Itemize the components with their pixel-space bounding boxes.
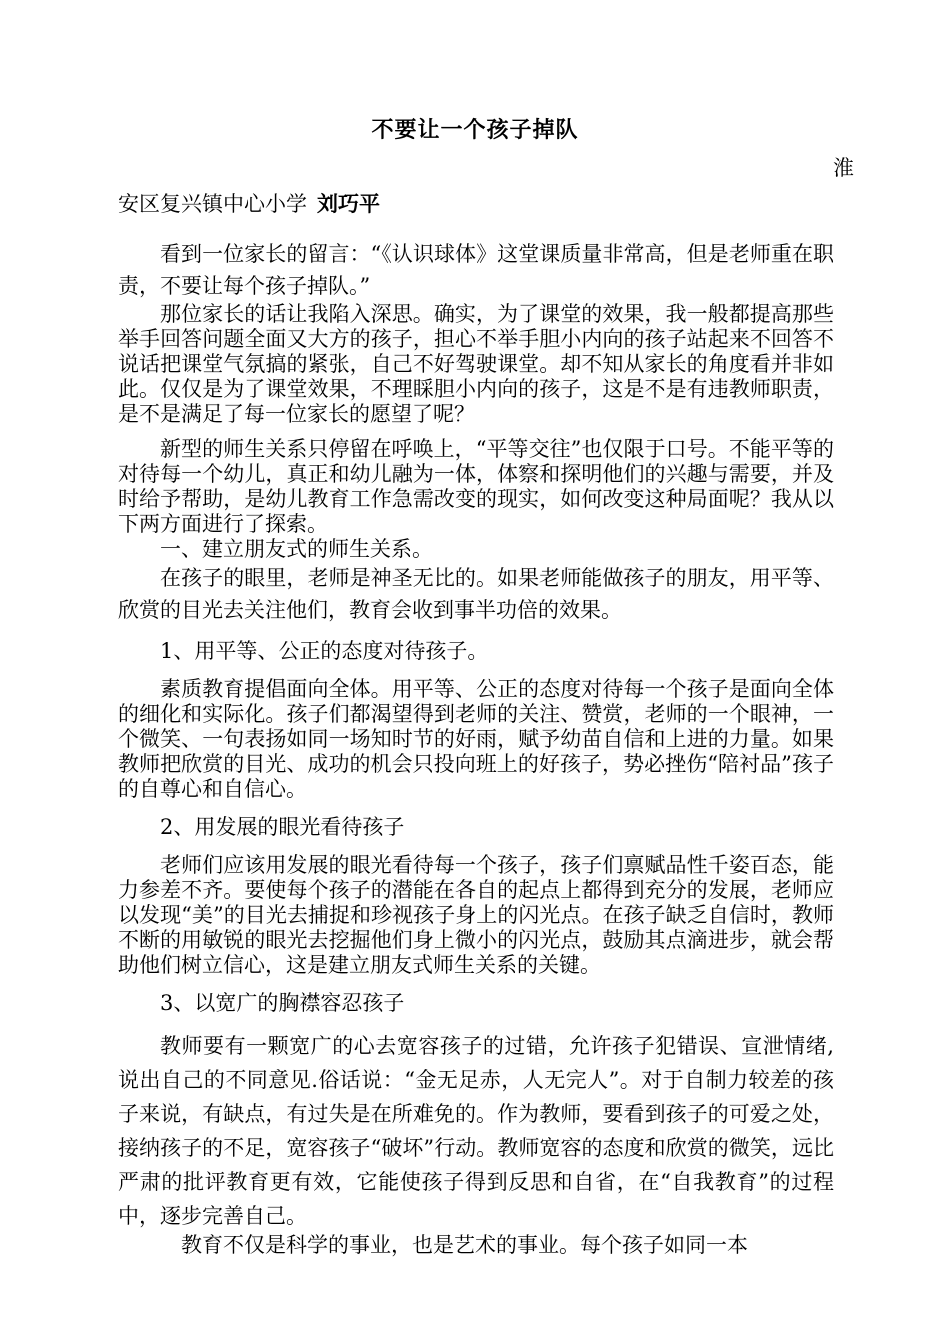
- paragraph: 教育不仅是科学的事业，也是艺术的事业。每个孩子如同一本: [181, 1233, 748, 1257]
- paragraph: 素质教育提倡面向全体。用平等、公正的态度对待每一个孩子是面向全体的细化和实际化。孩子们都渴望得到老师的关注、赞赏，老师的一个眼神，一个微笑、一句表扬如同一场知时节的好雨，赋予幼苗自信和上进的力量。如果教师把欣赏的目光、成功的机会只投向班上的好孩子，势必挫伤“陪衬品”孩子的自尊心和自信心。: [118, 677, 834, 801]
- subsection-heading: 1、用平等、公正的态度对待孩子。: [160, 639, 489, 663]
- paragraph: 那位家长的话让我陷入深思。确实，为了课堂的效果，我一般都提高那些举手回答问题全面又大方的孩子，担心不举手胆小内向的孩子站起来不回答不说话把课堂气氛搞的紧张，自己不好驾驶课堂。却不知从家长的角度看并非如此。仅仅是为了课堂效果，不理睬胆小内向的孩子，这是不是有违教师职责，是不是满足了每一位家长的愿望了呢？: [118, 302, 834, 426]
- subsection-heading: 2、用发展的眼光看待孩子: [160, 815, 405, 839]
- author-name: 刘巧平: [317, 191, 380, 216]
- author-line: [118, 188, 380, 218]
- paragraph: 老师们应该用发展的眼光看待每一个孩子，孩子们禀赋品性千姿百态，能力参差不齐。要使每个孩子的潜能在各自的起点上都得到充分的发展，老师应以发现“美”的目光去捕捉和珍视孩子身上的闪光点。在孩子缺乏自信时，教师不断的用敏锐的眼光去挖掘他们身上微小的闪光点，鼓励其点滴进步，就会帮助他们树立信心，这是建立朋友式师生关系的关键。: [118, 853, 834, 977]
- paragraph: 教师要有一颗宽广的心去宽容孩子的过错，允许孩子犯错误、宣泄情绪,说出自己的不同意见.俗话说：“金无足赤，人无完人”。对于自制力较差的孩子来说，有缺点，有过失是在所难免的。作为教师，要看到孩子的可爱之处，接纳孩子的不足，宽容孩子“破坏”行动。教师宽容的态度和欣赏的微笑，远比严肃的批评教育更有效，它能使孩子得到反思和自省，在“自我教育”的过程中，逐步完善自己。: [118, 1034, 834, 1228]
- paragraph: 新型的师生关系只停留在呼唤上，“平等交往”也仅限于口号。不能平等的对待每一个幼儿，真正和幼儿融为一体，体察和探明他们的兴趣与需要，并及时给予帮助，是幼儿教育工作急需改变的现实，如何改变这种局面呢？我从以下两方面进行了探索。: [118, 437, 834, 536]
- subsection-heading: 3、以宽广的胸襟容忍孩子: [160, 991, 405, 1015]
- section-heading: 一、建立朋友式的师生关系。: [160, 537, 433, 561]
- document-body: [118, 238, 834, 1258]
- school-name: 安区复兴镇中心小学: [118, 192, 307, 216]
- paragraph: 在孩子的眼里，老师是神圣无比的。如果老师能做孩子的朋友，用平等、欣赏的目光去关注他们，教育会收到事半功倍的效果。: [118, 566, 834, 622]
- paragraph: 看到一位家长的留言：“《认识球体》这堂课质量非常高，但是老师重在职责，不要让每个孩子掉队。”: [118, 242, 834, 298]
- document-title: 不要让一个孩子掉队: [371, 117, 579, 143]
- location-prefix: 淮: [833, 156, 854, 180]
